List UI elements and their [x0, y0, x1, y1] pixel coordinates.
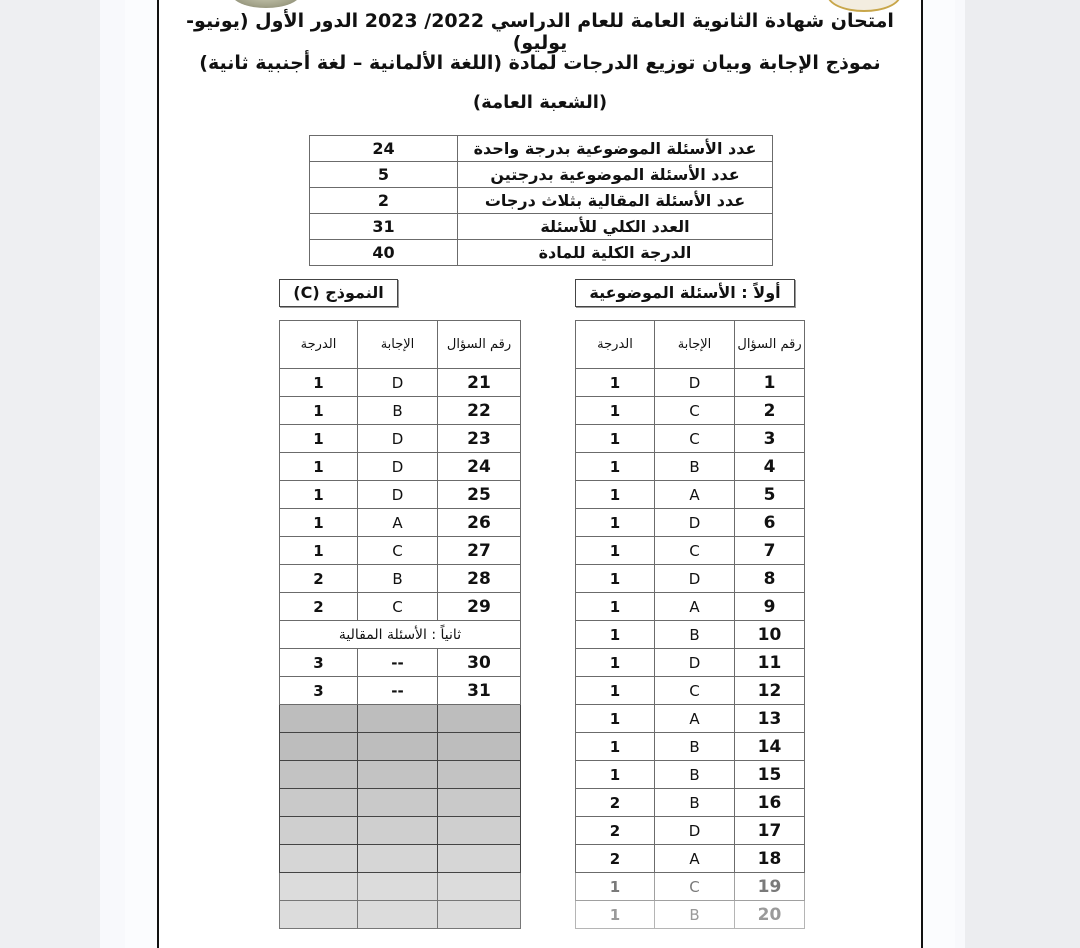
- branch-title: (الشعبة العامة): [472, 92, 608, 113]
- table-row: 1 B 4: [576, 453, 805, 481]
- answer-model-title: نموذج الإجابة وبيان توزيع الدرجات لمادة (اللغة الألمانية – لغة أجنبية ثانية): [199, 52, 881, 74]
- summary-label: عدد الأسئلة الموضوعية بدرجة واحدة: [458, 136, 773, 162]
- col-header-answer: الإجابة: [655, 321, 735, 369]
- table-row: 1 A 5: [576, 481, 805, 509]
- table-row: 1 A 9: [576, 593, 805, 621]
- table-row: 1 B 20: [576, 901, 805, 929]
- table-header-row: [576, 321, 805, 369]
- table-row: 1 B 22: [280, 397, 521, 425]
- col-header-grade: الدرجة: [280, 321, 358, 369]
- summary-row: [310, 162, 773, 188]
- essay-section-row: [280, 621, 521, 649]
- table-row: 2 B 16: [576, 789, 805, 817]
- essay-section-label: ثانياً : الأسئلة المقالية: [280, 621, 521, 649]
- table-row: 1 C 27: [280, 537, 521, 565]
- exam-title: امتحان شهادة الثانوية العامة للعام الدراسي 2022/ 2023 الدور الأول (يونيو- يوليو): [186, 10, 894, 54]
- table-row: 2 A 18: [576, 845, 805, 873]
- shaded-empty-row: [280, 901, 521, 929]
- summary-row: [310, 240, 773, 266]
- answer-table-right: [575, 320, 805, 929]
- table-row: 1 B 14: [576, 733, 805, 761]
- summary-value: 5: [310, 162, 458, 188]
- table-row: 1 C 7: [576, 537, 805, 565]
- col-header-answer: الإجابة: [358, 321, 438, 369]
- table-row: 1 D 23: [280, 425, 521, 453]
- shaded-empty-row: [280, 733, 521, 761]
- summary-row: [310, 188, 773, 214]
- objective-section-label: أولاً : الأسئلة الموضوعية: [575, 279, 795, 307]
- model-label: النموذج (C): [279, 279, 398, 307]
- shaded-empty-row: [280, 761, 521, 789]
- table-row: 2 C 29: [280, 593, 521, 621]
- col-header-question: رقم السؤال: [438, 321, 521, 369]
- ministry-logo-icon: [231, 0, 301, 8]
- summary-label: عدد الأسئلة الموضوعية بدرجتين: [458, 162, 773, 188]
- table-row: 1 B 15: [576, 761, 805, 789]
- background-strip-left: [0, 0, 100, 948]
- table-row: 1 A 13: [576, 705, 805, 733]
- table-row: 1 C 19: [576, 873, 805, 901]
- shaded-empty-row: [280, 705, 521, 733]
- background-strip-right: [965, 0, 1080, 948]
- summary-value: 31: [310, 214, 458, 240]
- table-row: 3 -- 31: [280, 677, 521, 705]
- summary-label: الدرجة الكلية للمادة: [458, 240, 773, 266]
- answer-table-left: [279, 320, 521, 929]
- table-row: 1 B 10: [576, 621, 805, 649]
- table-row: 1 D 24: [280, 453, 521, 481]
- document-page: [157, 0, 923, 948]
- col-header-question: رقم السؤال: [735, 321, 805, 369]
- col-header-grade: الدرجة: [576, 321, 655, 369]
- table-row: 1 D 25: [280, 481, 521, 509]
- shaded-empty-row: [280, 845, 521, 873]
- table-header-row: [280, 321, 521, 369]
- table-row: 1 C 12: [576, 677, 805, 705]
- shaded-empty-row: [280, 873, 521, 901]
- table-row: 1 C 2: [576, 397, 805, 425]
- table-row: 1 C 3: [576, 425, 805, 453]
- table-row: 1 D 1: [576, 369, 805, 397]
- shaded-empty-row: [280, 817, 521, 845]
- table-row: 2 B 28: [280, 565, 521, 593]
- summary-label: عدد الأسئلة المقالية بثلاث درجات: [458, 188, 773, 214]
- summary-value: 2: [310, 188, 458, 214]
- table-row: 1 D 6: [576, 509, 805, 537]
- summary-value: 40: [310, 240, 458, 266]
- table-row: 3 -- 30: [280, 649, 521, 677]
- summary-value: 24: [310, 136, 458, 162]
- table-row: 1 D 21: [280, 369, 521, 397]
- summary-row: [310, 214, 773, 240]
- shaded-empty-row: [280, 789, 521, 817]
- table-row: 1 D 11: [576, 649, 805, 677]
- table-row: 1 A 26: [280, 509, 521, 537]
- summary-row: [310, 136, 773, 162]
- summary-table: [309, 135, 773, 266]
- table-row: 1 D 8: [576, 565, 805, 593]
- summary-label: العدد الكلي للأسئلة: [458, 214, 773, 240]
- table-row: 2 D 17: [576, 817, 805, 845]
